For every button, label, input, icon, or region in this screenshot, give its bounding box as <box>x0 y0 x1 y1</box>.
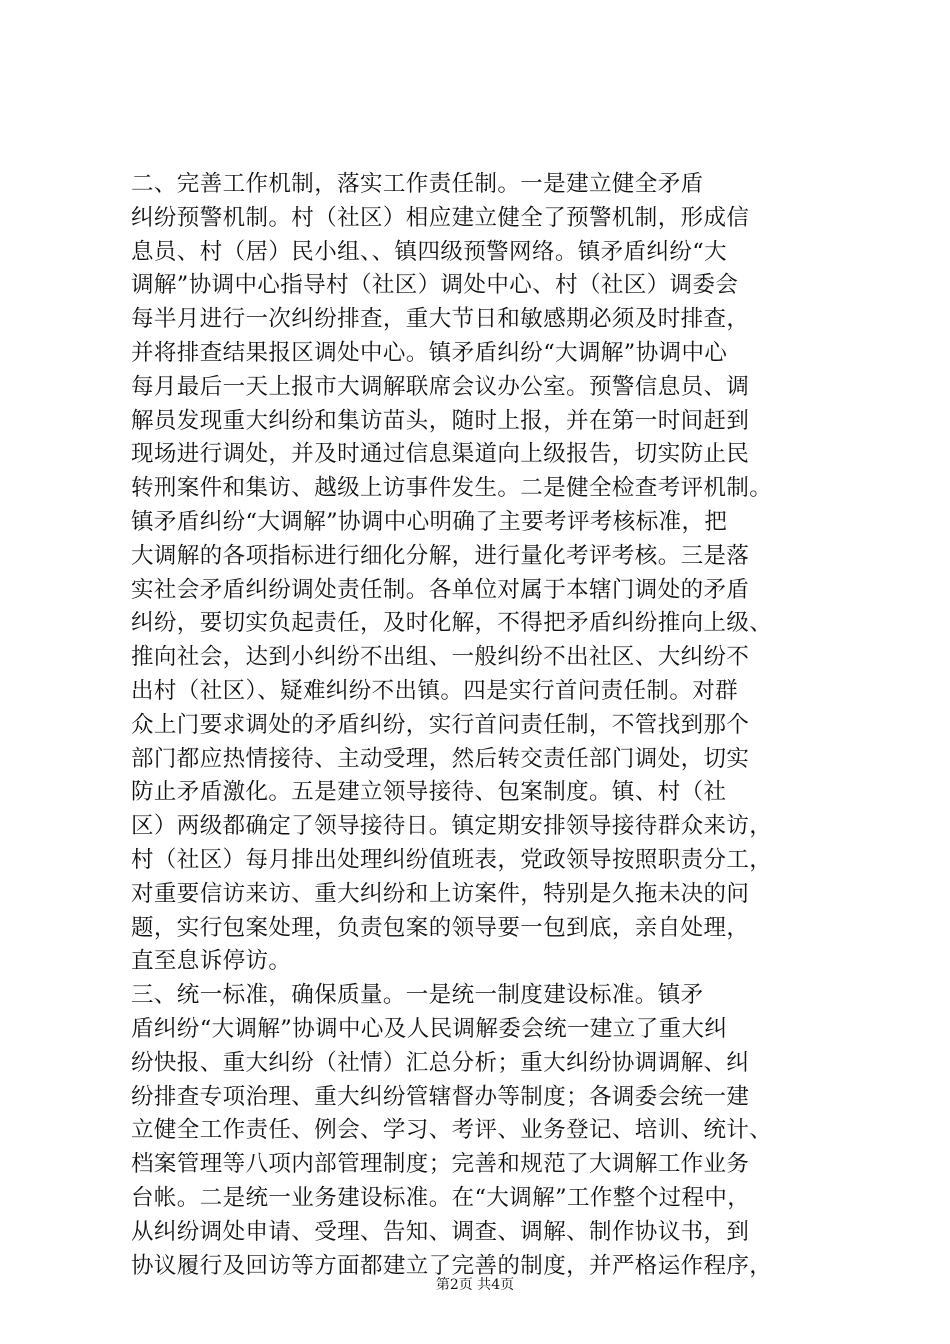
body-line: 防止矛盾激化。五是建立领导接待、包案制度。镇、村（社 <box>131 779 727 806</box>
body-line: 每月最后一天上报市大调解联席会议办公室。预警信息员、调 <box>131 373 750 400</box>
body-line: 盾纠纷“大调解”协调中心及人民调解委会统一建立了重大纠 <box>131 1016 728 1042</box>
body-line: 推向社会，达到小纠纷不出组、一般纠纷不出社区、大纠纷不 <box>131 644 750 671</box>
body-line: 题，实行包案处理，负责包案的领导要一包到底，亲自处理， <box>131 914 750 941</box>
body-line: 息员、村（居）民小组、、镇四级预警网络。镇矛盾纠纷“大 <box>131 238 728 265</box>
body-line: 协议履行及回访等方面都建立了完善的制度，并严格运作程序， <box>131 1252 773 1279</box>
body-line: 二、完善工作机制，落实工作责任制。一是建立健全矛盾 <box>131 171 704 197</box>
body-line: 纷快报、重大纠纷（社情）汇总分析；重大纠纷协调调解、纠 <box>131 1049 750 1076</box>
body-line: 大调解的各项指标进行细化分解，进行量化考评考核。三是落 <box>131 542 750 569</box>
body-line: 三、统一标准，确保质量。一是统一制度建设标准。镇矛 <box>131 982 704 1009</box>
body-line: 镇矛盾纠纷“大调解”协调中心明确了主要考评考核标准，把 <box>131 509 728 535</box>
body-line: 从纠纷调处申请、受理、告知、调查、调解、制作协议书，到 <box>131 1218 750 1245</box>
body-line: 调解”协调中心指导村（社区）调处中心、村（社区）调委会 <box>131 272 739 299</box>
body-line: 出村（社区）、疑难纠纷不出镇。四是实行首问责任制。对群 <box>131 678 739 704</box>
body-line: 村（社区）每月排出处理纠纷值班表，党政领导按照职责分工， <box>131 847 773 873</box>
body-line: 并将排查结果报区调处中心。镇矛盾纠纷“大调解”协调中心 <box>131 340 728 366</box>
body-line: 解员发现重大纠纷和集访苗头，随时上报，并在第一时间赶到 <box>131 407 750 434</box>
body-line: 纠纷预警机制。村（社区）相应建立健全了预警机制，形成信 <box>131 204 750 231</box>
body-line: 对重要信访来访、重大纠纷和上访案件，特别是久拖未决的问 <box>131 880 750 907</box>
body-line: 纷排查专项治理、重大纠纷管辖督办等制度；各调委会统一建 <box>131 1083 750 1110</box>
body-line: 纠纷，要切实负起责任，及时化解，不得把矛盾纠纷推向上级、 <box>131 610 773 637</box>
body-line: 转刑案件和集访、越级上访事件发生。二是健全检查考评机制。 <box>131 475 773 502</box>
body-line: 现场进行调处，并及时通过信息渠道向上级报告，切实防止民 <box>131 441 750 468</box>
page-number-footer: 第2页 共4页 <box>435 1277 515 1293</box>
body-line: 立健全工作责任、例会、学习、考评、业务登记、培训、统计、 <box>131 1117 773 1144</box>
body-line: 档案管理等八项内部管理制度；完善和规范了大调解工作业务 <box>131 1151 750 1178</box>
body-line: 众上门要求调处的矛盾纠纷，实行首问责任制，不管找到那个 <box>131 711 750 738</box>
body-line: 部门都应热情接待、主动受理，然后转交责任部门调处，切实 <box>131 745 750 772</box>
body-line: 每半月进行一次纠纷排查，重大节日和敏感期必须及时排查， <box>131 306 750 333</box>
body-line: 直至息诉停访。 <box>131 948 292 975</box>
body-line: 区）两级都确定了领导接待日。镇定期安排领导接待群众来访， <box>131 813 773 840</box>
body-line: 实社会矛盾纠纷调处责任制。各单位对属于本辖门调处的矛盾 <box>131 576 750 603</box>
body-line: 台帐。二是统一业务建设标准。在“大调解”工作整个过程中， <box>131 1185 751 1211</box>
